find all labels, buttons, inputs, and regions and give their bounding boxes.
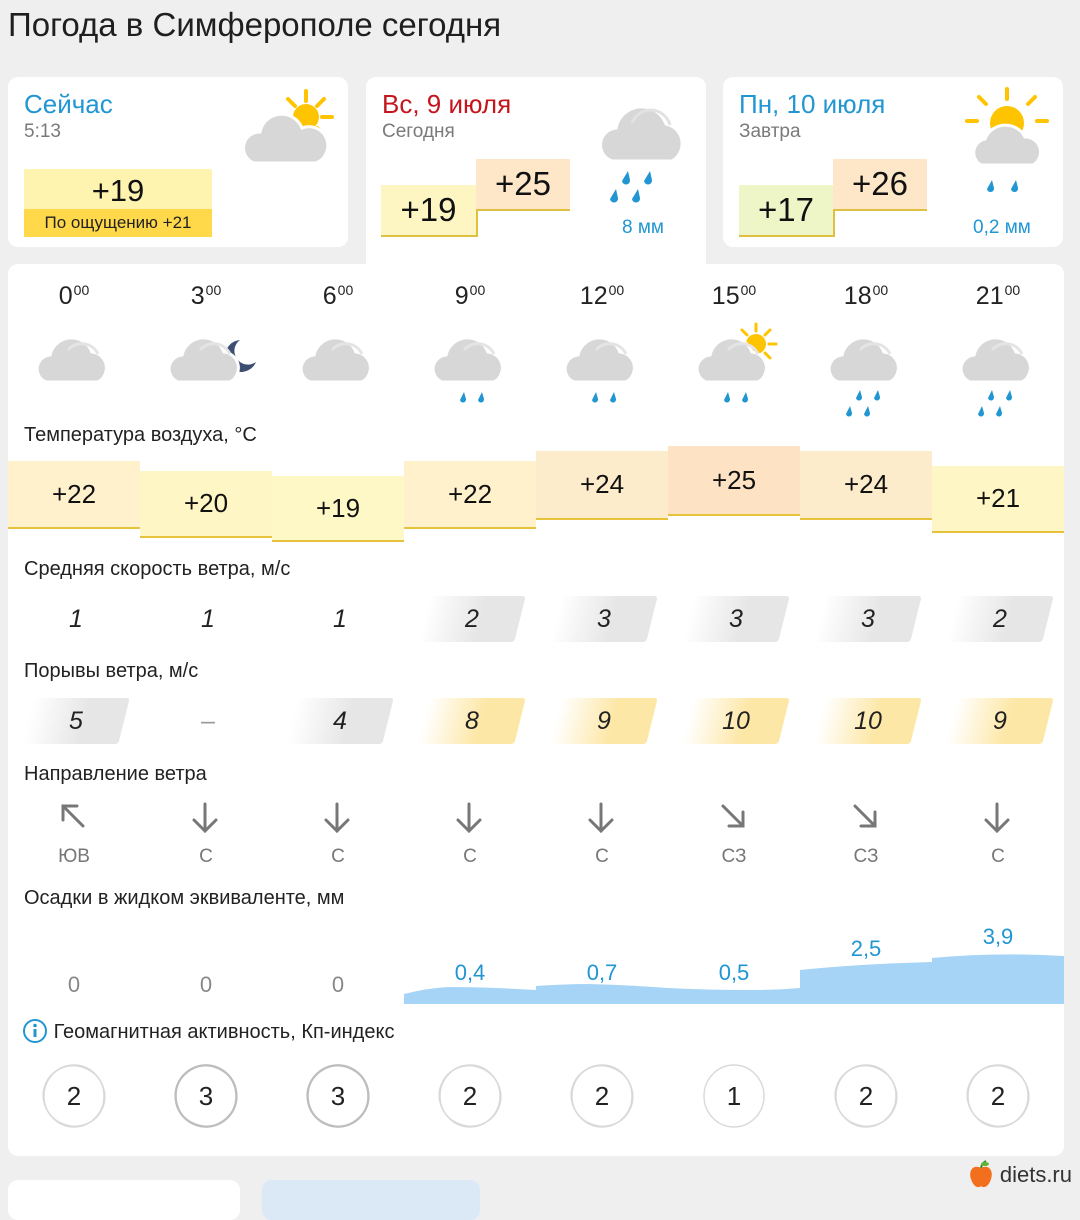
sun-cloud-rain-icon [959, 85, 1059, 195]
page-title: Погода в Симферополе сегодня [8, 6, 502, 43]
direction-label: С [595, 846, 609, 867]
now-temperature: +19 [91, 173, 145, 208]
arrow-down-icon [536, 800, 668, 839]
arrow-down-right-icon [800, 800, 932, 839]
today-min-temp: +19 [381, 185, 478, 237]
wind-gust-cell: 10 [688, 698, 784, 744]
hour-label: $21^{00}$ [975, 282, 1021, 310]
direction-label: С [331, 846, 345, 867]
now-time: 5:13 [24, 121, 61, 142]
now-temperature-box [24, 169, 212, 237]
arrow-down-icon [932, 800, 1064, 839]
wind-speed-cell: 2 [424, 596, 520, 642]
hour-label: $18^{00}$ [843, 282, 889, 310]
wind-label: Средняя скорость ветра, м/с [24, 558, 291, 580]
cloudy-icon [30, 320, 130, 425]
arrow-down-icon [404, 800, 536, 839]
hour-label: $3^{00}$ [190, 282, 222, 310]
kp-index-cell: 2 [440, 1066, 500, 1126]
temp-label: Температура воздуха, °C [24, 424, 257, 446]
wind-speed-cell: 3 [820, 596, 916, 642]
kp-index-cell: 2 [44, 1066, 104, 1126]
arrow-up-left-icon [8, 800, 140, 839]
wind-direction-cell [932, 800, 1064, 870]
wind-speed-cell: 1 [69, 605, 83, 633]
now-label: Сейчас [24, 89, 113, 119]
direction-label: С [991, 846, 1005, 867]
wind-gust-cell: 8 [424, 698, 520, 744]
precip-value: 3,9 [982, 924, 1014, 949]
precip-value: 0,7 [586, 960, 618, 985]
wind-direction-cell [404, 800, 536, 870]
wind-gust-cell: 10 [820, 698, 916, 744]
direction-label: С [199, 846, 213, 867]
now-card[interactable] [8, 77, 348, 247]
wind-gust-cell: – [201, 707, 215, 735]
precip-value: 0,4 [454, 960, 486, 985]
temperature-cell: +24 [536, 451, 668, 520]
kp-index-cell: 2 [572, 1066, 632, 1126]
temperature-cell: +21 [932, 466, 1064, 533]
cloud-heavy-rain-icon [954, 320, 1054, 425]
cloudy-night-icon [162, 320, 262, 425]
precip-value: 2,5 [850, 936, 882, 961]
today-sub: Сегодня [382, 121, 455, 142]
temperature-cell: +20 [140, 471, 272, 538]
wind-direction-cell [800, 800, 932, 870]
hour-label: $6^{00}$ [322, 282, 354, 310]
arrow-down-icon [272, 800, 404, 839]
temperature-cell: +19 [272, 476, 404, 542]
feels-like: По ощущению +21 [24, 209, 212, 237]
precip-value: 0 [331, 972, 345, 997]
cloud-heavy-rain-icon [822, 320, 922, 425]
kp-index-cell: 2 [968, 1066, 1028, 1126]
tomorrow-card[interactable] [723, 77, 1063, 247]
wind-speed-cell: 1 [333, 605, 347, 633]
sun-cloud-icon [236, 85, 346, 175]
wind-gust-cell: 4 [292, 698, 388, 744]
wind-speed-cell: 1 [201, 605, 215, 633]
kp-index-cell: 1 [704, 1066, 764, 1126]
hour-label: $9^{00}$ [454, 282, 486, 310]
tomorrow-min-temp: +17 [739, 185, 835, 237]
arrow-down-icon [140, 800, 272, 839]
arrow-down-right-icon [668, 800, 800, 839]
kp-label[interactable]: Геомагнитная активность, Кп-индекс [22, 1018, 394, 1044]
cloud-rain-icon [426, 320, 526, 425]
today-card[interactable] [366, 77, 706, 277]
wind-speed-cell: 2 [952, 596, 1048, 642]
precip-value: 0 [199, 972, 213, 997]
kp-index-cell: 3 [308, 1066, 368, 1126]
direction-label: Направление ветра [24, 763, 207, 785]
wind-gust-cell: 9 [556, 698, 652, 744]
wind-direction-cell [140, 800, 272, 870]
wind-speed-cell: 3 [556, 596, 652, 642]
sun-cloud-rain-icon [690, 320, 790, 425]
today-max-temp: +25 [476, 159, 570, 211]
tomorrow-max-temp: +26 [833, 159, 927, 211]
temperature-cell: +25 [668, 446, 800, 516]
wind-speed-cell: 3 [688, 596, 784, 642]
today-date: Вс, 9 июля [382, 89, 512, 119]
direction-label: СЗ [721, 846, 747, 867]
wind-direction-cell [536, 800, 668, 870]
temperature-cell: +22 [404, 461, 536, 529]
info-icon[interactable] [22, 1018, 48, 1044]
temperature-cell: +24 [800, 451, 932, 520]
kp-index-cell: 2 [836, 1066, 896, 1126]
precip-value: 0 [67, 972, 81, 997]
today-precip: 8 мм [622, 217, 664, 238]
cloud-rain-icon [558, 320, 658, 425]
wind-direction-cell [668, 800, 800, 870]
bottom-tab-left[interactable] [8, 1180, 240, 1220]
cloudy-icon [294, 320, 394, 425]
hour-label: $0^{00}$ [58, 282, 90, 310]
cloud-rain-icon [588, 89, 698, 209]
tomorrow-precip: 0,2 мм [973, 217, 1031, 238]
tomorrow-sub: Завтра [739, 121, 801, 142]
hour-label: $12^{00}$ [579, 282, 625, 310]
hourly-forecast-panel [8, 264, 1064, 1156]
precip-value: 0,5 [718, 960, 750, 985]
wind-gust-cell: 9 [952, 698, 1048, 744]
gust-label: Порывы ветра, м/с [24, 660, 199, 682]
wind-direction-cell [8, 800, 140, 870]
precip-label: Осадки в жидком эквиваленте, мм [24, 887, 345, 909]
direction-label: С [463, 846, 477, 867]
wind-gust-cell: 5 [28, 698, 124, 744]
direction-label: СЗ [853, 846, 879, 867]
direction-label: ЮВ [58, 846, 90, 867]
brand-watermark: diets.ru [968, 1160, 1072, 1190]
bottom-tab-right[interactable] [262, 1180, 480, 1220]
temperature-cell: +22 [8, 461, 140, 529]
apple-logo-icon [968, 1160, 994, 1190]
kp-index-cell: 3 [176, 1066, 236, 1126]
tomorrow-date: Пн, 10 июля [739, 89, 886, 119]
hour-label: $15^{00}$ [711, 282, 757, 310]
wind-direction-cell [272, 800, 404, 870]
